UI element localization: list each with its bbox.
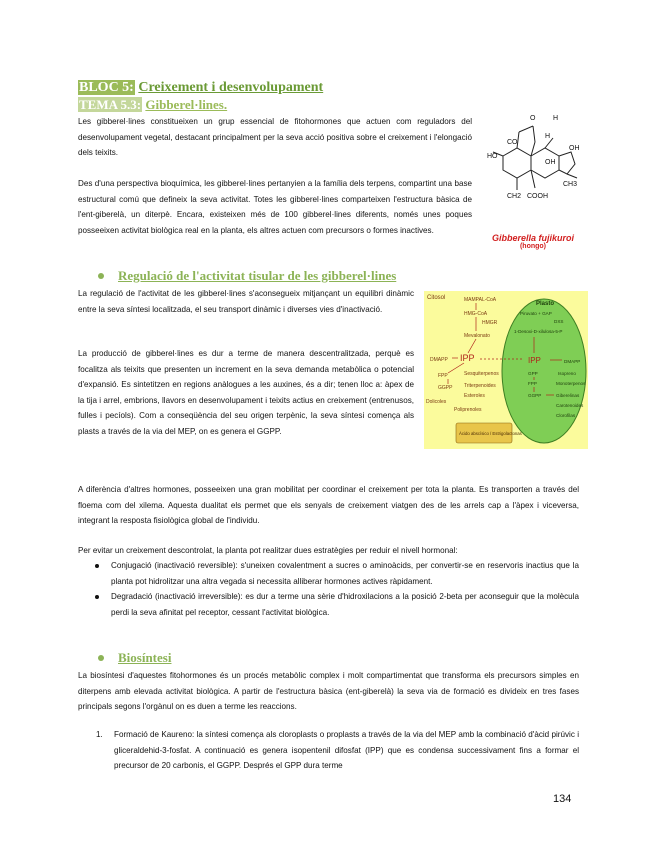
list-item: [78, 727, 579, 774]
plastid-node-carotenoides: Carotenoides: [556, 403, 584, 408]
bullet-dot-icon: [98, 655, 104, 661]
list-item: [78, 589, 579, 620]
plastid-node-gpp: GPP: [528, 371, 538, 376]
bullet-icon: [95, 564, 99, 568]
list-item-text: Conjugació (inactivació reversible): s'uneixen covalentment a sucres o aminoàcids, per convertir-se en reservoris inactius que la planta pot hidrolitzar una altra vegada si necessita alliberar hormones actives ràpidament.: [111, 561, 579, 586]
atom-h2-label: H: [545, 133, 551, 140]
plastid-node-pyruvate: Piruvato + GAP: [520, 311, 552, 316]
plastid-node-isopreno: Isopreno: [558, 371, 576, 376]
regulation-paragraph-1: La regulació de l'activitat de les gibberel·lines s'aconsegueix mitjançant un equilibri dinàmic entre la seva síntesi localitzada, el seu transport dinàmic i diverses vies d'inactivació.: [78, 289, 414, 314]
inactivation-list: [78, 558, 579, 620]
bullet-icon: [95, 595, 99, 599]
plastid-node-ggpp: GGPP: [528, 393, 542, 398]
atom-h-label: H: [553, 115, 559, 122]
citosol-label: Citosol: [427, 295, 446, 301]
cyto-node-mevalonato: Mevalonato: [464, 333, 490, 339]
intro-paragraph-2: Des d'una perspectiva bioquímica, les gibberel·lines pertanyien a la família dels terpens, compartint una base estructural comú que defineix la seva activitat. Totes les gibberel·lines comparteixen l'estructura bàsica de l'ent-giberelà, un diterpè. Encara, existeixen més de 100 gibberel·lines diferents, només unes poques posseeixen activitat biològica real en la planta, els altres actuen com precursors o formes inactives.: [78, 179, 472, 235]
molecule-subcaption: (hongo): [519, 243, 547, 250]
bullet-dot-icon: [98, 273, 104, 279]
gibberellin-molecule-drawing: [483, 108, 583, 228]
tema-title: Gibberel·lines.: [145, 97, 228, 112]
plastid-node-dmapp: DMAPP: [564, 359, 581, 364]
cyto-node-triterpenoides: Triterpenoides: [464, 383, 496, 389]
plastid-node-monoterpenos: Monoterpenos: [556, 381, 586, 386]
regulation-paragraph-2: La producció de gibberel·lines es dur a terme de manera descentralitzada, perquè es focalitza als teixits que presenten un increment en la seva demanda metabòlica o potencial d'expansió. Es sintetitzen en regions anàlogues a les auxines, és a dir; tenen lloc a: àpex de la tija i arrel, embrions, llavors en desenvolupament i teixits actius en creixement (entrenusos, fulles i pecíols). Com a conseqüència del seu origen terpènic, la seva síntesi comença als plasts a través de la via del MEP, on es genera el GGPP.: [78, 349, 414, 436]
cyto-node-dmapp: DMAPP: [430, 357, 448, 363]
cyto-node-ggpp: GGPP: [438, 385, 453, 391]
diagram-box-label: Ácido abscísico / Estrigolactonas: [459, 431, 522, 436]
cyto-node-esteroles: Esteroles: [464, 393, 485, 399]
atom-o-label: O: [530, 115, 536, 122]
atom-ch3-label: CH3: [563, 181, 578, 188]
list-item: [78, 558, 579, 589]
cyto-node-hmgr: HMGR: [482, 320, 498, 326]
gibberellin-structure-figure: [483, 108, 583, 248]
tema-heading: [78, 97, 227, 113]
plastid-node-dxs: DXS: [554, 319, 564, 324]
plasto-label: Plasto: [536, 301, 555, 307]
atom-cooh-label: COOH: [527, 193, 548, 200]
list-item-text: Formació de Kaureno: la síntesi comença als cloroplasts o proplasts a través de la via del MEP amb la combinació d'àcid pirúvic i gliceraldehid-3-fosfat. A continuació es genera isopentenil difosfat (IPP) que es condensa successivament fins a formar el precursor de 20 carbonis, el GGPP. Després el GPP dura terme: [114, 730, 579, 770]
section-title-regulation: Regulació de l'activitat tisular de les gibberel·lines: [118, 268, 397, 283]
bloc-heading: [78, 79, 323, 96]
tema-label: TEMA 5.3:: [79, 97, 142, 112]
section-heading-regulation: [98, 268, 396, 284]
atom-oh2-label: OH: [545, 159, 556, 166]
biosintesi-steps-list: [78, 727, 579, 774]
list-item-number: 1.: [96, 730, 103, 739]
atom-oh-label: OH: [569, 145, 580, 152]
cyto-node-acetylcoa: MAMPAL-CoA: [464, 297, 497, 303]
atom-ho-label: HO: [487, 153, 498, 160]
plastid-node-fpp: FPP: [528, 381, 537, 386]
terpene-pathway-diagram: [424, 291, 588, 449]
regulation-paragraph-3: A diferència d'altres hormones, posseeixen una gran mobilitat per coordinar el creixement per tota la planta. Es transporten a través del floema com del xilema. Aquesta dualitat els permet que els senyals de creixement viatgen des de les arrels cap a l'àpex i viceversa, integrant la resposta fisiològica global de l'individu.: [78, 485, 579, 525]
cyto-node-fpp: FPP: [438, 373, 448, 379]
section-heading-biosintesi: [98, 650, 171, 666]
atom-ch2-label: CH2: [507, 193, 522, 200]
pathway-diagram-svg: [424, 291, 588, 449]
plastid-node-giberelinas: Giberelinas: [556, 393, 580, 398]
biosintesi-paragraph-1: La biosíntesi d'aquestes fitohormones és un procés metabòlic complex i molt compartimentat que transforma els precursors simples en diterpens amb elevada activitat biològica. A partir de l'estructura bàsica (ent-giberelà) la seva via de formació es divideix en tres fases principals segons l'orgànul on es duen a terme les reaccions.: [78, 671, 579, 711]
bloc-label: BLOC 5:: [79, 80, 134, 95]
molecule-caption: Gibberella fujikuroi: [491, 233, 574, 243]
regulation-paragraph-4: Per evitar un creixement descontrolat, la planta pot realitzar dues estratègies per reduir el nivell hormonal:: [78, 546, 458, 555]
bloc-title: Creixement i desenvolupament: [138, 80, 324, 95]
page-number: 134: [553, 793, 572, 805]
cyto-node-poliprenoles: Poliprenoles: [454, 407, 482, 413]
plastid-node-clorofilas: Clorofilas: [556, 413, 576, 418]
atom-co-label: CO: [507, 139, 518, 146]
cyto-node-dolicoles: Dolicoles: [426, 399, 447, 405]
plastid-node-ipp: IPP: [528, 356, 541, 365]
plastid-node-dxp: 1-Desoxi-D-xilulosa-5-P: [514, 329, 563, 334]
cyto-node-hmgcoa: HMG-CoA: [464, 311, 488, 317]
list-item-text: Degradació (inactivació irreversible): es dur a terme una sèrie d'hidroxilacions a la posició 2-beta per aconseguir que la molècula perdi la seva afinitat pel receptor, cessant l'activitat biològica.: [111, 592, 579, 617]
section-title-biosintesi: Biosíntesi: [118, 650, 172, 665]
cyto-node-sesquiterpenos: Sesquiterpenos: [464, 371, 499, 377]
intro-paragraph-1: Les gibberel·lines constitueixen un grup essencial de fitohormones que actuen com reguladors del desenvolupament vegetal, destacant principalment per la seva acció positiva sobre el creixement i l'elongació dels teixits.: [78, 117, 472, 157]
cyto-node-ipp: IPP: [460, 353, 475, 363]
